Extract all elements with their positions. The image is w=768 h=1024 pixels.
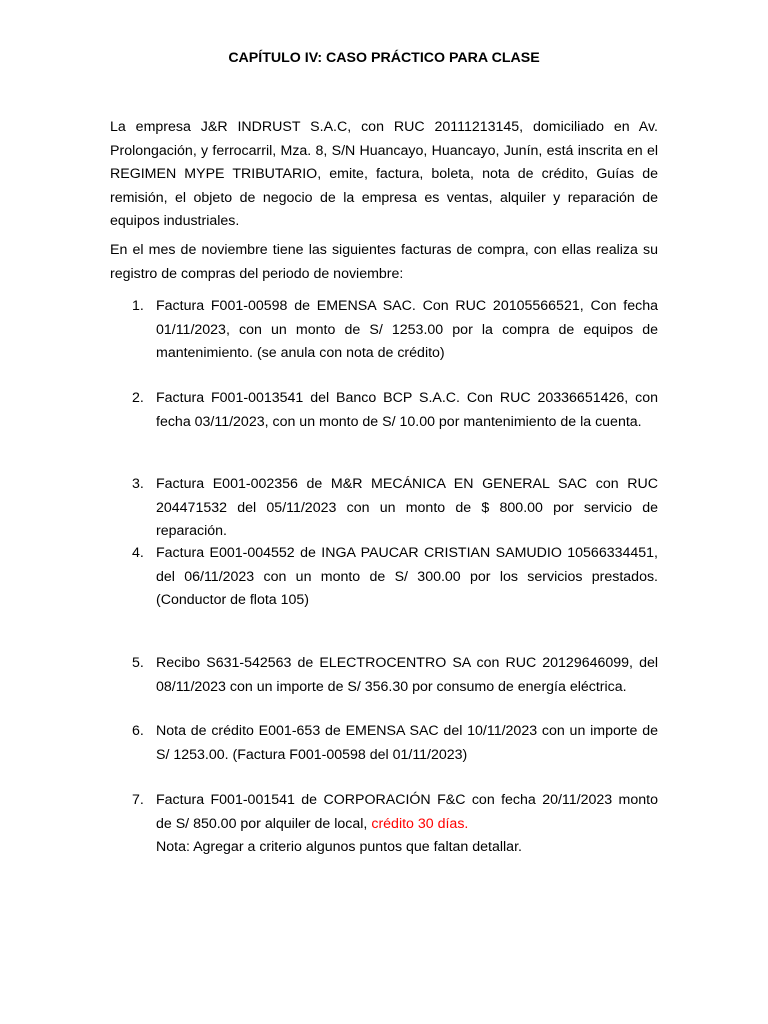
list-item-text: Factura F001-0013541 del Banco BCP S.A.C. Con RUC 20336651426, con fecha 03/11/2023, con un monto de S/ 10.00 por mantenimiento de la cuenta. [156, 390, 658, 430]
list-item-text: Nota de crédito E001-653 de EMENSA SAC del 10/11/2023 con un importe de S/ 1253.00. (Factura F001-00598 del 01/11/2023) [156, 723, 658, 763]
list-item-number: 6. [132, 723, 144, 739]
list-item-number: 7. [132, 792, 144, 808]
list-item-text-block [156, 789, 658, 860]
list-item-text: Factura F001-00598 de EMENSA SAC. Con RUC 20105566521, Con fecha 01/11/2023, con un monto de S/ 1253.00 por la compra de equipos de mantenimiento. (se anula con nota de crédito) [156, 298, 658, 361]
list-item-number: 4. [132, 545, 144, 561]
intro-paragraph: La empresa J&R INDRUST S.A.C, con RUC 20111213145, domiciliado en Av. Prolongación, y ferrocarril, Mza. 8, S/N Huancayo, Huancayo, Junín, está inscrita en el REGIMEN MYPE TRIBUTARIO, emite, factura, boleta, nota de crédito, Guías de remisión, el objeto de negocio de la empresa es ventas, alquiler y reparación de equipos industriales. [110, 119, 658, 229]
list-item-number: 5. [132, 655, 144, 671]
list-item-number: 1. [132, 298, 144, 314]
note-text: Nota: Agregar a criterio algunos puntos que faltan detallar. [156, 839, 522, 855]
list-item-text: Factura F001-001541 de CORPORACIÓN F&C con fecha 20/11/2023 monto de S/ 850.00 por alquiler de local, [156, 792, 658, 832]
list-item-text: Factura E001-002356 de M&R MECÁNICA EN GENERAL SAC con RUC 204471532 del 05/11/2023 con un monto de $ 800.00 por servicio de reparación. [156, 476, 658, 539]
list-item-number: 2. [132, 390, 144, 406]
page-title: CAPÍTULO IV: CASO PRÁCTICO PARA CLASE [228, 50, 540, 66]
list-item-text: Recibo S631-542563 de ELECTROCENTRO SA con RUC 20129646099, del 08/11/2023 con un importe de S/ 356.30 por consumo de energía eléctrica. [156, 655, 658, 695]
list-item-number: 3. [132, 476, 144, 492]
context-paragraph: En el mes de noviembre tiene las siguientes facturas de compra, con ellas realiza su registro de compras del periodo de noviembre: [110, 242, 658, 282]
list-item-text: Factura E001-004552 de INGA PAUCAR CRISTIAN SAMUDIO 10566334451, del 06/11/2023 con un monto de S/ 300.00 por los servicios prestados. (Conductor de flota 105) [156, 545, 658, 608]
credit-terms-highlight: crédito 30 días. [371, 815, 469, 832]
